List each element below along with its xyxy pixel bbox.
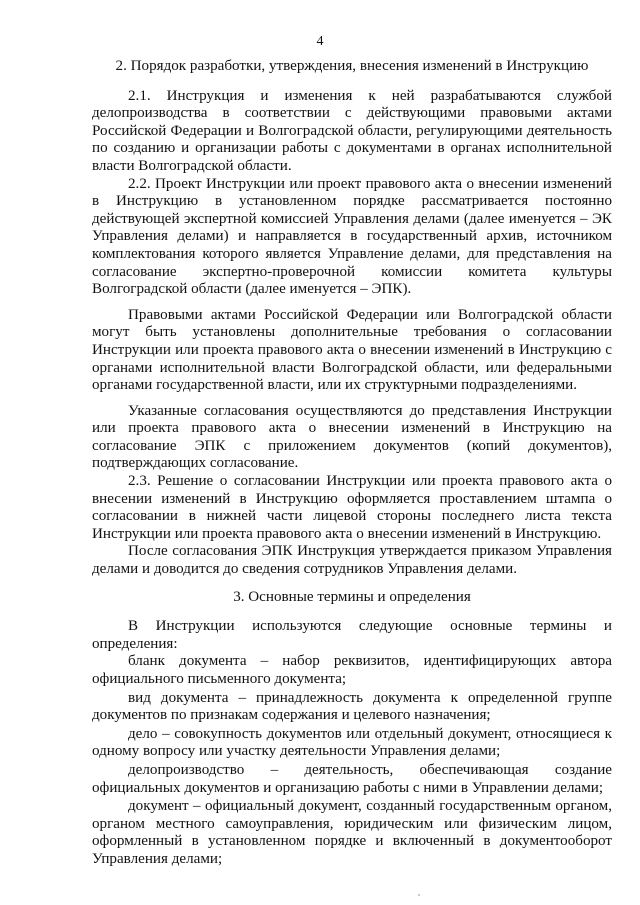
terms-intro: В Инструкции используются следующие основные термины и определения:: [92, 618, 612, 652]
term-deloproizvodstvo: делопроизводство – деятельность, обеспечивающая создание официальных документов и организацию работы с ними в Управлении делами;: [92, 761, 612, 796]
section-2-heading: 2. Порядок разработки, утверждения, внесения изменений в Инструкцию: [115, 58, 589, 74]
term-dokument: документ – официальный документ, созданный государственным органом, органом местного самоуправления, юридическим или физическим лицом, оформленный в установленном порядке и включенный в документооборот Управления делами;: [92, 798, 612, 867]
paragraph-2-2: 2.2. Проект Инструкции или проект правового акта о внесении изменений в Инструкцию в установленном порядке рассматривается постоянно действующей экспертной комиссией Управления делами (далее именуется – ЭК Управления делами) и направляется в государственный архив, источником комплектования которого является Управление делами, для представления на согласование экспертно-проверочной комиссии комитета культуры Волгоградской области (далее именуется – ЭПК).: [92, 175, 612, 298]
scan-speck: [418, 894, 420, 896]
term-delo: дело – совокупность документов или отдельный документ, относящиеся к одному вопросу или участку деятельности Управления делами;: [92, 725, 612, 760]
paragraph-2-3: 2.3. Решение о согласовании Инструкции или проекта правового акта о внесении изменений в Инструкцию оформляется проставлением штампа о согласовании в нижней части лицевой стороны последнего листа текста Инструкции или проекта правового акта о внесении изменений в Инструкцию.: [92, 473, 612, 542]
term-blank-dokumenta: бланк документа – набор реквизитов, идентифицирующих автора официального письменного документа;: [92, 653, 612, 687]
section-3-heading: 3. Основные термины и определения: [233, 588, 471, 605]
paragraph-legal-requirements: Правовыми актами Российской Федерации или Волгоградской области могут быть установлены дополнительные требования о согласовании Инструкции или проекта правового акта о внесении изменений в Инструкцию с органами исполнительной власти Волгоградской области, или федеральными органами государственной власти, или их структурными подразделениями.: [92, 306, 612, 394]
paragraph-approval-order: После согласования ЭПК Инструкция утверждается приказом Управления делами и доводится до сведения сотрудников Управления делами.: [92, 543, 612, 578]
paragraph-approvals: Указанные согласования осуществляются до представления Инструкции или проекта правового акта о внесении изменений в Инструкцию на согласование ЭПК с приложением документов (копий документов), подтверждающих согласование.: [92, 402, 612, 472]
document-body: [92, 58, 612, 870]
page-number: 4: [316, 34, 324, 49]
term-vid-dokumenta: вид документа – принадлежность документа к определенной группе документов по признакам содержания и целевого назначения;: [92, 689, 612, 724]
paragraph-2-1: 2.1. Инструкция и изменения к ней разрабатываются службой делопроизводства в соответствии с действующими правовыми актами Российской Федерации и Волгоградской области, регулирующими деятельность по созданию и организации работы с документами в органах исполнительной власти Волгоградской области.: [92, 87, 612, 174]
